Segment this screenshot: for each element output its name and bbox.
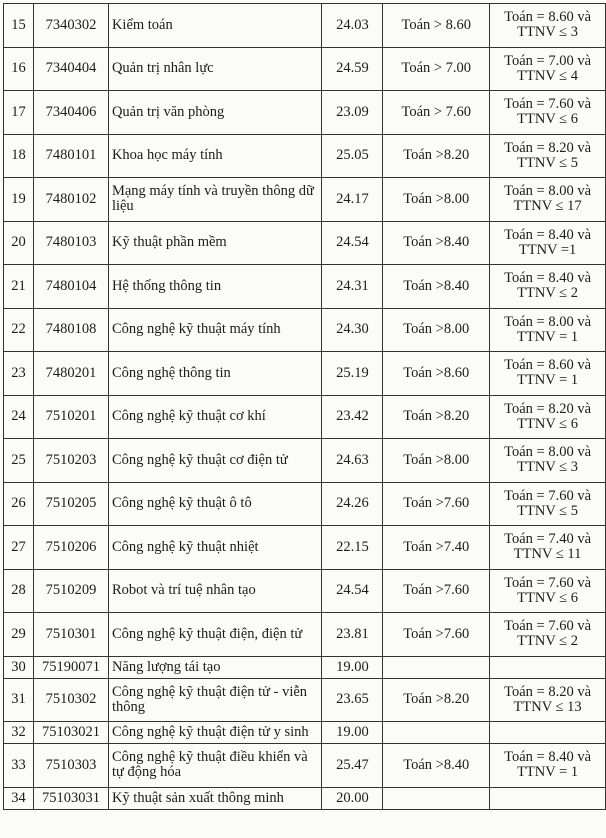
tiebreak-criterion-2 xyxy=(490,569,606,613)
major-code: 7480101 xyxy=(33,134,108,178)
tiebreak-criterion-2-line-2: TTNV = 1 xyxy=(517,328,579,345)
admission-score: 22.15 xyxy=(322,526,383,570)
admission-score: 24.54 xyxy=(322,221,383,265)
admission-score: 25.05 xyxy=(322,134,383,178)
admission-score: 20.00 xyxy=(322,787,383,809)
major-code: 7480104 xyxy=(33,265,108,309)
table-row xyxy=(4,569,606,613)
tiebreak-criterion-2-line-2: TTNV = 1 xyxy=(517,372,579,389)
row-number: 32 xyxy=(4,722,34,744)
tiebreak-criterion-2 xyxy=(490,439,606,483)
tiebreak-criterion-2-line-1: Toán = 8.60 và xyxy=(504,9,592,26)
tiebreak-criterion-2-line-1: Toán = 8.00 và xyxy=(504,313,592,330)
major-name: Kiểm toán xyxy=(108,4,322,48)
tiebreak-criterion-2-line-1: Toán = 8.40 và xyxy=(504,226,592,243)
major-code: 7510303 xyxy=(33,744,108,788)
major-name: Mạng máy tính và truyền thông dữ liệu xyxy=(108,178,322,222)
row-number: 15 xyxy=(4,4,34,48)
row-number: 30 xyxy=(4,656,34,678)
major-name: Công nghệ kỹ thuật điện tử - viễn thông xyxy=(108,678,322,722)
tiebreak-criterion-2-line-1: Toán = 8.40 và xyxy=(504,749,592,766)
admission-score: 24.17 xyxy=(322,178,383,222)
admission-score: 25.47 xyxy=(322,744,383,788)
admission-score: 19.00 xyxy=(322,722,383,744)
table-row xyxy=(4,265,606,309)
admission-score: 24.59 xyxy=(322,47,383,91)
tiebreak-criterion-1 xyxy=(383,722,490,744)
table-row xyxy=(4,308,606,352)
tiebreak-criterion-1: Toán >7.60 xyxy=(383,482,490,526)
major-code: 7510302 xyxy=(33,678,108,722)
tiebreak-criterion-2 xyxy=(490,395,606,439)
tiebreak-criterion-2-line-1: Toán = 8.60 và xyxy=(504,357,592,374)
tiebreak-criterion-2-line-1: Toán = 8.20 và xyxy=(504,683,592,700)
tiebreak-criterion-2-line-2: TTNV ≤ 2 xyxy=(517,285,579,302)
major-code: 7480108 xyxy=(33,308,108,352)
major-code: 7340302 xyxy=(33,4,108,48)
tiebreak-criterion-2-line-1: Toán = 7.60 và xyxy=(504,574,592,591)
tiebreak-criterion-2-line-2: TTNV ≤ 6 xyxy=(517,111,579,128)
table-row xyxy=(4,47,606,91)
tiebreak-criterion-2 xyxy=(490,722,606,744)
major-name: Kỹ thuật sản xuất thông minh xyxy=(108,787,322,809)
major-name: Công nghệ kỹ thuật cơ khí xyxy=(108,395,322,439)
admission-score: 23.65 xyxy=(322,678,383,722)
tiebreak-criterion-1: Toán >8.40 xyxy=(383,221,490,265)
table-row xyxy=(4,352,606,396)
major-name: Công nghệ kỹ thuật ô tô xyxy=(108,482,322,526)
admission-score: 24.30 xyxy=(322,308,383,352)
tiebreak-criterion-1: Toán >8.20 xyxy=(383,395,490,439)
tiebreak-criterion-2-line-2: TTNV ≤ 17 xyxy=(513,198,582,215)
tiebreak-criterion-1 xyxy=(383,787,490,809)
major-name: Hệ thống thông tin xyxy=(108,265,322,309)
admission-score: 24.31 xyxy=(322,265,383,309)
tiebreak-criterion-2 xyxy=(490,265,606,309)
tiebreak-criterion-2 xyxy=(490,787,606,809)
row-number: 24 xyxy=(4,395,34,439)
table-row xyxy=(4,4,606,48)
table-body xyxy=(4,4,606,810)
tiebreak-criterion-2-line-1: Toán = 8.00 và xyxy=(504,444,592,461)
admission-score: 23.09 xyxy=(322,91,383,135)
tiebreak-criterion-2-line-2: TTNV ≤ 3 xyxy=(517,459,579,476)
tiebreak-criterion-2 xyxy=(490,4,606,48)
row-number: 16 xyxy=(4,47,34,91)
admission-score: 24.03 xyxy=(322,4,383,48)
table-row xyxy=(4,526,606,570)
table-row xyxy=(4,678,606,722)
major-code: 75190071 xyxy=(33,656,108,678)
row-number: 23 xyxy=(4,352,34,396)
table-row xyxy=(4,221,606,265)
tiebreak-criterion-2-line-2: TTNV ≤ 6 xyxy=(517,589,579,606)
table-row xyxy=(4,482,606,526)
table-row xyxy=(4,613,606,657)
tiebreak-criterion-2 xyxy=(490,482,606,526)
major-code: 7510301 xyxy=(33,613,108,657)
table-row xyxy=(4,744,606,788)
row-number: 29 xyxy=(4,613,34,657)
tiebreak-criterion-2 xyxy=(490,656,606,678)
row-number: 25 xyxy=(4,439,34,483)
admission-score: 19.00 xyxy=(322,656,383,678)
tiebreak-criterion-2-line-1: Toán = 7.60 và xyxy=(504,487,592,504)
tiebreak-criterion-2-line-1: Toán = 8.00 và xyxy=(504,183,592,200)
major-name: Quản trị văn phòng xyxy=(108,91,322,135)
admission-score-table xyxy=(3,3,606,810)
row-number: 20 xyxy=(4,221,34,265)
tiebreak-criterion-2-line-2: TTNV ≤ 3 xyxy=(517,24,579,41)
tiebreak-criterion-1: Toán > 7.00 xyxy=(383,47,490,91)
admission-score: 24.26 xyxy=(322,482,383,526)
major-code: 7340404 xyxy=(33,47,108,91)
tiebreak-criterion-2 xyxy=(490,613,606,657)
tiebreak-criterion-1: Toán >8.40 xyxy=(383,744,490,788)
tiebreak-criterion-1 xyxy=(383,656,490,678)
major-code: 75103021 xyxy=(33,722,108,744)
major-code: 7510201 xyxy=(33,395,108,439)
tiebreak-criterion-1: Toán >8.00 xyxy=(383,308,490,352)
tiebreak-criterion-2-line-2: TTNV ≤ 5 xyxy=(517,154,579,171)
tiebreak-criterion-2-line-2: TTNV ≤ 13 xyxy=(513,698,582,715)
table-row xyxy=(4,134,606,178)
tiebreak-criterion-2 xyxy=(490,526,606,570)
tiebreak-criterion-2-line-1: Toán = 7.00 và xyxy=(504,52,592,69)
tiebreak-criterion-1: Toán > 7.60 xyxy=(383,91,490,135)
tiebreak-criterion-2 xyxy=(490,744,606,788)
row-number: 21 xyxy=(4,265,34,309)
major-code: 7480103 xyxy=(33,221,108,265)
tiebreak-criterion-1: Toán >7.60 xyxy=(383,613,490,657)
tiebreak-criterion-2-line-1: Toán = 7.60 và xyxy=(504,96,592,113)
tiebreak-criterion-1: Toán >8.00 xyxy=(383,439,490,483)
tiebreak-criterion-1: Toán >8.40 xyxy=(383,265,490,309)
tiebreak-criterion-2 xyxy=(490,91,606,135)
tiebreak-criterion-1: Toán >8.00 xyxy=(383,178,490,222)
major-name: Công nghệ kỹ thuật cơ điện tử xyxy=(108,439,322,483)
tiebreak-criterion-1: Toán >8.20 xyxy=(383,134,490,178)
admission-score: 24.63 xyxy=(322,439,383,483)
major-code: 7510203 xyxy=(33,439,108,483)
tiebreak-criterion-2 xyxy=(490,134,606,178)
major-name: Công nghệ kỹ thuật điện, điện tử xyxy=(108,613,322,657)
tiebreak-criterion-2 xyxy=(490,308,606,352)
table-row xyxy=(4,395,606,439)
major-code: 7510206 xyxy=(33,526,108,570)
table-row xyxy=(4,722,606,744)
major-code: 7340406 xyxy=(33,91,108,135)
tiebreak-criterion-1: Toán >7.60 xyxy=(383,569,490,613)
tiebreak-criterion-2-line-2: TTNV ≤ 6 xyxy=(517,415,579,432)
tiebreak-criterion-2 xyxy=(490,47,606,91)
tiebreak-criterion-2-line-1: Toán = 8.40 và xyxy=(504,270,592,287)
tiebreak-criterion-2-line-1: Toán = 8.20 và xyxy=(504,139,592,156)
major-name: Công nghệ kỹ thuật nhiệt xyxy=(108,526,322,570)
tiebreak-criterion-2 xyxy=(490,178,606,222)
tiebreak-criterion-2-line-2: TTNV ≤ 11 xyxy=(513,546,582,563)
table-row xyxy=(4,439,606,483)
tiebreak-criterion-2-line-1: Toán = 8.20 và xyxy=(504,400,592,417)
tiebreak-criterion-2-line-2: TTNV ≤ 5 xyxy=(517,502,579,519)
major-code: 7480201 xyxy=(33,352,108,396)
major-name: Năng lượng tái tạo xyxy=(108,656,322,678)
tiebreak-criterion-2-line-2: TTNV ≤ 4 xyxy=(517,67,579,84)
row-number: 17 xyxy=(4,91,34,135)
tiebreak-criterion-1: Toán >8.60 xyxy=(383,352,490,396)
tiebreak-criterion-2-line-1: Toán = 7.60 và xyxy=(504,618,592,635)
major-name: Công nghệ kỹ thuật điều khiển và tự động hóa xyxy=(108,744,322,788)
major-code: 7510209 xyxy=(33,569,108,613)
major-name: Kỹ thuật phần mềm xyxy=(108,221,322,265)
tiebreak-criterion-1: Toán >7.40 xyxy=(383,526,490,570)
tiebreak-criterion-2 xyxy=(490,678,606,722)
row-number: 34 xyxy=(4,787,34,809)
row-number: 19 xyxy=(4,178,34,222)
major-name: Quản trị nhân lực xyxy=(108,47,322,91)
tiebreak-criterion-1: Toán > 8.60 xyxy=(383,4,490,48)
major-name: Robot và trí tuệ nhân tạo xyxy=(108,569,322,613)
row-number: 22 xyxy=(4,308,34,352)
row-number: 33 xyxy=(4,744,34,788)
tiebreak-criterion-2-line-2: TTNV ≤ 2 xyxy=(517,633,579,650)
table-row xyxy=(4,91,606,135)
admission-score: 25.19 xyxy=(322,352,383,396)
admission-score: 23.42 xyxy=(322,395,383,439)
tiebreak-criterion-2-line-2: TTNV =1 xyxy=(518,241,577,258)
row-number: 26 xyxy=(4,482,34,526)
tiebreak-criterion-2-line-1: Toán = 7.40 và xyxy=(504,531,592,548)
row-number: 31 xyxy=(4,678,34,722)
row-number: 27 xyxy=(4,526,34,570)
major-name: Khoa học máy tính xyxy=(108,134,322,178)
admission-score: 24.54 xyxy=(322,569,383,613)
major-code: 7510205 xyxy=(33,482,108,526)
tiebreak-criterion-2 xyxy=(490,352,606,396)
table-row xyxy=(4,178,606,222)
major-name: Công nghệ thông tin xyxy=(108,352,322,396)
row-number: 28 xyxy=(4,569,34,613)
major-name: Công nghệ kỹ thuật máy tính xyxy=(108,308,322,352)
table-row xyxy=(4,787,606,809)
tiebreak-criterion-2-line-2: TTNV = 1 xyxy=(517,764,579,781)
admission-score: 23.81 xyxy=(322,613,383,657)
major-code: 75103031 xyxy=(33,787,108,809)
table-row xyxy=(4,656,606,678)
major-code: 7480102 xyxy=(33,178,108,222)
row-number: 18 xyxy=(4,134,34,178)
major-name: Công nghệ kỹ thuật điện tử y sinh xyxy=(108,722,322,744)
tiebreak-criterion-2 xyxy=(490,221,606,265)
tiebreak-criterion-1: Toán >8.20 xyxy=(383,678,490,722)
